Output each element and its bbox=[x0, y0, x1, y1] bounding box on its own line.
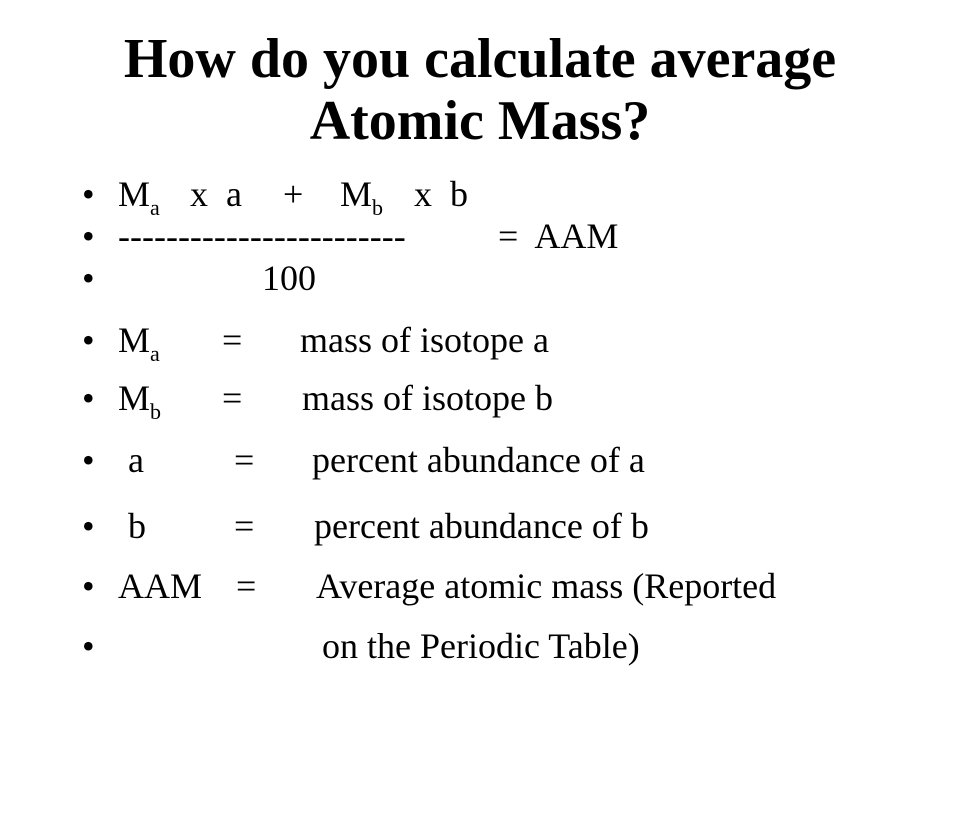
definition-description: Average atomic mass (Reported bbox=[316, 566, 777, 606]
continuation-text: on the Periodic Table) bbox=[322, 626, 640, 666]
formula-numerator bbox=[0, 172, 960, 220]
definition-symbol: b bbox=[128, 506, 146, 546]
definition-description: percent abundance of b bbox=[314, 506, 649, 546]
bullet-marker: • bbox=[82, 566, 95, 606]
definition-equals: = bbox=[222, 378, 243, 418]
definition-continuation bbox=[0, 624, 960, 668]
times-b: x b bbox=[414, 174, 468, 214]
bullet-marker: • bbox=[82, 506, 95, 546]
bullet-marker: • bbox=[82, 626, 95, 666]
plus-sign: + bbox=[283, 174, 304, 214]
subscript-b: b bbox=[372, 195, 384, 220]
bullet-marker: • bbox=[82, 378, 95, 418]
definition-aam bbox=[0, 564, 960, 608]
bullet-marker: • bbox=[82, 174, 95, 214]
bullet-marker: • bbox=[82, 320, 95, 360]
definition-description: percent abundance of a bbox=[312, 440, 645, 480]
definition-subscript: b bbox=[150, 399, 162, 424]
definition-subscript: a bbox=[150, 341, 160, 366]
definition-symbol: AAM bbox=[118, 566, 203, 606]
definition-equals: = bbox=[222, 320, 243, 360]
definition-mb bbox=[0, 376, 960, 424]
mass-symbol-b: $M_b$ bbox=[340, 174, 384, 220]
formula-divider-row bbox=[0, 214, 960, 258]
definition-b bbox=[0, 504, 960, 548]
definition-ma bbox=[0, 318, 960, 366]
definition-equals: = bbox=[234, 506, 255, 546]
equals-aam: = AAM bbox=[498, 216, 619, 256]
definition-symbol: $M_a$ bbox=[118, 320, 160, 366]
definition-equals: = bbox=[234, 440, 255, 480]
mass-symbol-a: $M_a$ bbox=[118, 174, 160, 220]
definition-a bbox=[0, 438, 960, 482]
title-line-2: Atomic Mass? bbox=[309, 90, 651, 152]
fraction-divider: ------------------------ bbox=[118, 216, 406, 256]
definition-description: mass of isotope b bbox=[302, 378, 553, 418]
definition-symbol: a bbox=[128, 440, 144, 480]
bullet-marker: • bbox=[82, 258, 95, 298]
definition-equals: = bbox=[236, 566, 257, 606]
definition-description: mass of isotope a bbox=[300, 320, 549, 360]
bullet-marker: • bbox=[82, 440, 95, 480]
denominator-value: 100 bbox=[262, 258, 316, 298]
definition-symbol: $M_b$ bbox=[118, 378, 162, 424]
title-line-1: How do you calculate average bbox=[123, 28, 837, 90]
times-a: x a bbox=[190, 174, 242, 214]
bullet-marker: • bbox=[82, 216, 95, 256]
formula-denominator bbox=[0, 256, 960, 300]
subscript-a: a bbox=[150, 195, 160, 220]
